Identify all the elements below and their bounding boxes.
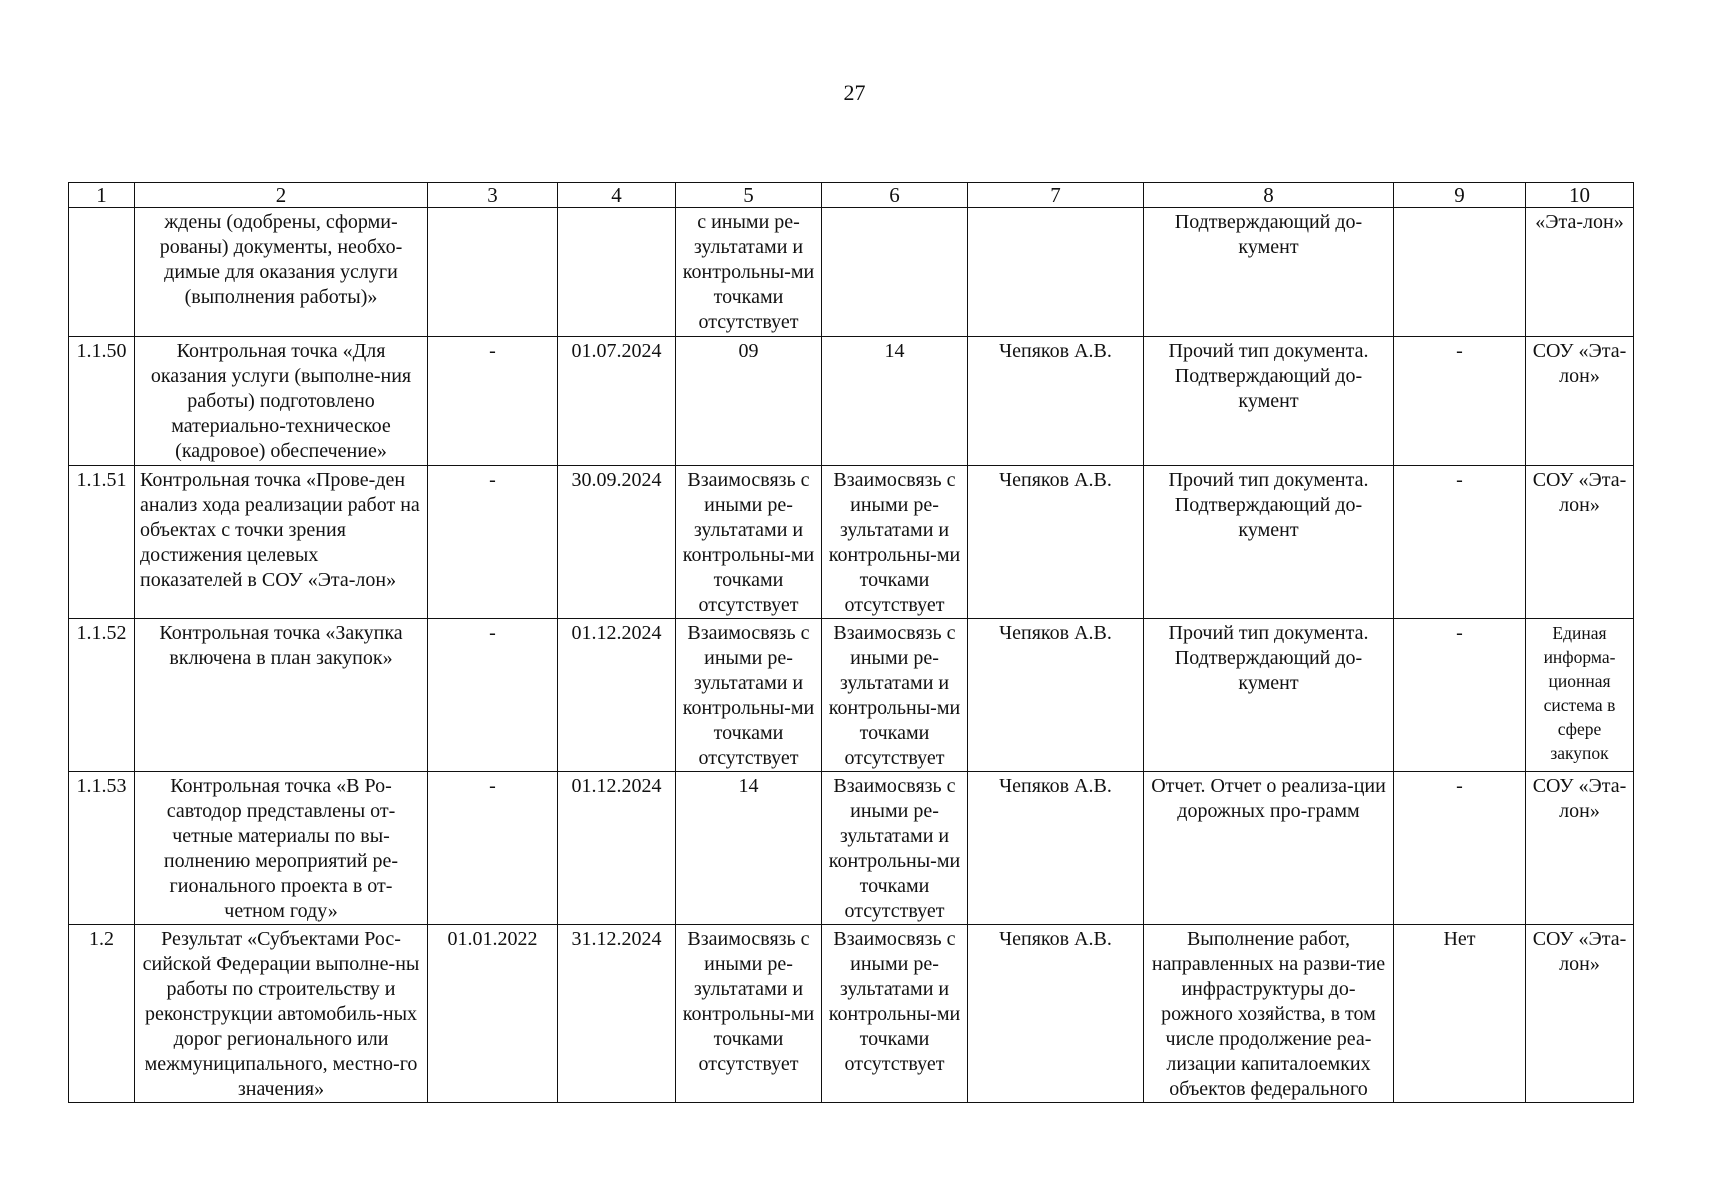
cell-successor: Взаимосвязь с иными ре-зультатами и контрольны-ми точками отсутствует	[822, 619, 968, 772]
cell-end-date: 01.12.2024	[558, 619, 676, 772]
cell-col9: -	[1394, 619, 1526, 772]
header-cell: 3	[428, 183, 558, 208]
cell-responsible: Чепяков А.В.	[968, 466, 1144, 619]
cell-predecessor: 14	[676, 772, 822, 925]
cell-end-date: 01.07.2024	[558, 337, 676, 466]
cell-document: Выполнение работ, направленных на разви-тие инфраструктуры до-рожного хозяйства, в том числе продолжение реа-лизации капиталоемких объектов федерального	[1144, 925, 1394, 1103]
header-cell: 8	[1144, 183, 1394, 208]
cell-number: 1.1.52	[69, 619, 135, 772]
cell-predecessor: Взаимосвязь с иными ре-зультатами и контрольны-ми точками отсутствует	[676, 466, 822, 619]
cell-end-date: 31.12.2024	[558, 925, 676, 1103]
cell-name: Контрольная точка «В Ро-савтодор представлены от-четные материалы по вы-полнению мероприятий ре-гионального проекта в от-четном году»	[135, 772, 428, 925]
cell-col9: -	[1394, 466, 1526, 619]
cell-start-date: -	[428, 337, 558, 466]
cell-responsible: Чепяков А.В.	[968, 337, 1144, 466]
cell-end-date: 30.09.2024	[558, 466, 676, 619]
cell-name: Контрольная точка «Для оказания услуги (выполне-ния работы) подготовлено материально-техническое (кадровое) обеспечение»	[135, 337, 428, 466]
cell-system: СОУ «Эта-лон»	[1526, 337, 1634, 466]
cell-start-date: 01.01.2022	[428, 925, 558, 1103]
cell-document: Прочий тип документа. Подтверждающий до-кумент	[1144, 337, 1394, 466]
cell-number: 1.2	[69, 925, 135, 1103]
table-row	[69, 619, 1634, 772]
cell-system: «Эта-лон»	[1526, 208, 1634, 337]
cell-start-date	[428, 208, 558, 337]
cell-document: Прочий тип документа. Подтверждающий до-кумент	[1144, 466, 1394, 619]
cell-successor	[822, 208, 968, 337]
cell-number	[69, 208, 135, 337]
cell-predecessor: с иными ре-зультатами и контрольны-ми точками отсутствует	[676, 208, 822, 337]
cell-document: Отчет. Отчет о реализа-ции дорожных про-грамм	[1144, 772, 1394, 925]
cell-number: 1.1.50	[69, 337, 135, 466]
table-row	[69, 337, 1634, 466]
header-cell: 5	[676, 183, 822, 208]
cell-col9: -	[1394, 337, 1526, 466]
cell-predecessor: Взаимосвязь с иными ре-зультатами и контрольны-ми точками отсутствует	[676, 619, 822, 772]
table-row	[69, 772, 1634, 925]
table-header-row	[69, 183, 1634, 208]
cell-predecessor: 09	[676, 337, 822, 466]
control-points-table	[68, 182, 1634, 1103]
cell-name: ждены (одобрены, сформи-рованы) документы, необхо-димые для оказания услуги (выполнения работы)»	[135, 208, 428, 337]
header-cell: 1	[69, 183, 135, 208]
cell-predecessor: Взаимосвязь с иными ре-зультатами и контрольны-ми точками отсутствует	[676, 925, 822, 1103]
header-cell: 4	[558, 183, 676, 208]
cell-system: СОУ «Эта-лон»	[1526, 772, 1634, 925]
cell-col9: Нет	[1394, 925, 1526, 1103]
header-cell: 7	[968, 183, 1144, 208]
cell-end-date	[558, 208, 676, 337]
cell-system: СОУ «Эта-лон»	[1526, 925, 1634, 1103]
cell-system: СОУ «Эта-лон»	[1526, 466, 1634, 619]
header-cell: 6	[822, 183, 968, 208]
cell-responsible	[968, 208, 1144, 337]
header-cell: 9	[1394, 183, 1526, 208]
cell-number: 1.1.51	[69, 466, 135, 619]
cell-successor: Взаимосвязь с иными ре-зультатами и контрольны-ми точками отсутствует	[822, 466, 968, 619]
cell-name: Результат «Субъектами Рос-сийской Федерации выполне-ны работы по строительству и реконструкции автомобиль-ных дорог регионального или межмуниципального, местно-го значения»	[135, 925, 428, 1103]
cell-number: 1.1.53	[69, 772, 135, 925]
cell-name: Контрольная точка «Прове-ден анализ хода реализации работ на объектах с точки зрения достижения целевых показателей в СОУ «Эта-лон»	[135, 466, 428, 619]
cell-successor: Взаимосвязь с иными ре-зультатами и контрольны-ми точками отсутствует	[822, 772, 968, 925]
cell-start-date: -	[428, 466, 558, 619]
header-cell: 10	[1526, 183, 1634, 208]
cell-document: Прочий тип документа. Подтверждающий до-кумент	[1144, 619, 1394, 772]
cell-end-date: 01.12.2024	[558, 772, 676, 925]
cell-successor: Взаимосвязь с иными ре-зультатами и контрольны-ми точками отсутствует	[822, 925, 968, 1103]
cell-col9: -	[1394, 772, 1526, 925]
table-row	[69, 466, 1634, 619]
cell-name: Контрольная точка «Закупка включена в план закупок»	[135, 619, 428, 772]
table-row	[69, 208, 1634, 337]
cell-system: Единая информа-ционная система в сфере закупок	[1526, 619, 1634, 772]
cell-successor: 14	[822, 337, 968, 466]
cell-responsible: Чепяков А.В.	[968, 619, 1144, 772]
page-number: 27	[843, 80, 866, 105]
cell-document: Подтверждающий до-кумент	[1144, 208, 1394, 337]
header-cell: 2	[135, 183, 428, 208]
cell-col9	[1394, 208, 1526, 337]
cell-start-date: -	[428, 619, 558, 772]
cell-responsible: Чепяков А.В.	[968, 925, 1144, 1103]
table-row	[69, 925, 1634, 1103]
cell-responsible: Чепяков А.В.	[968, 772, 1144, 925]
cell-start-date: -	[428, 772, 558, 925]
